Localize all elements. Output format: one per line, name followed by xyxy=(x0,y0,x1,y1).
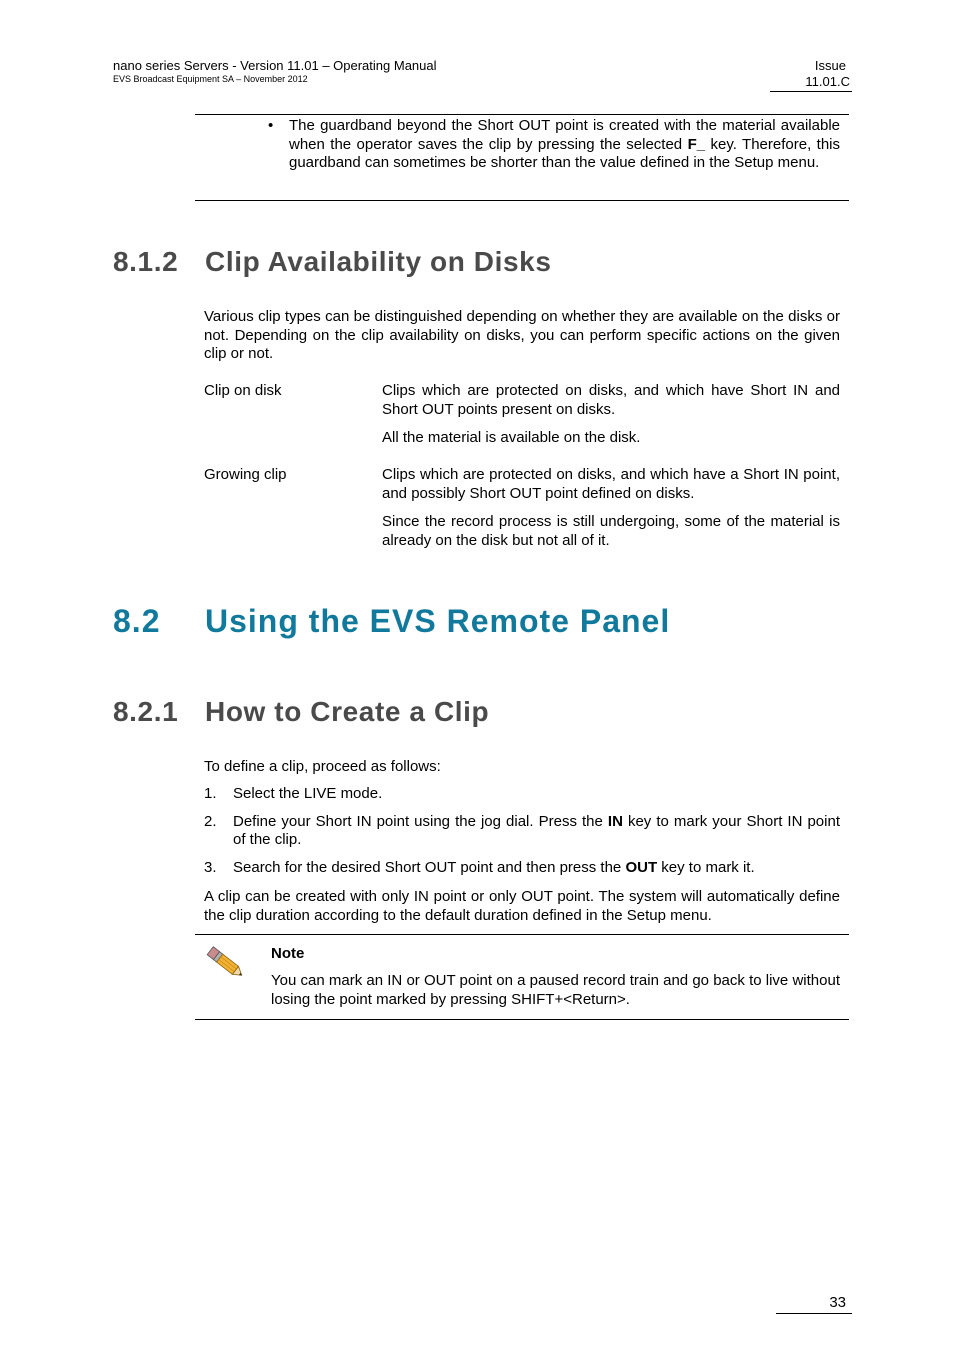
def-growing-clip-1: Clips which are protected on disks, and which have a Short IN point, and possibly Short OUT point defined on disks. xyxy=(382,466,840,502)
list-item: 1. Select the LIVE mode. xyxy=(204,785,383,802)
def-clip-on-disk-1: Clips which are protected on disks, and which have Short IN and Short OUT points present on disks. xyxy=(382,382,840,418)
section-821-heading xyxy=(113,696,489,728)
section-82-title: Using the EVS Remote Panel xyxy=(205,603,671,639)
in-key-label: IN xyxy=(607,812,623,830)
section-821-title: How to Create a Clip xyxy=(205,696,490,727)
header-title: nano series Servers - Version 11.01 – Operating Manual xyxy=(113,58,437,73)
note-bottom-rule xyxy=(195,1019,849,1020)
note-title: Note xyxy=(271,945,305,962)
section-812-number: 8.1.2 xyxy=(113,246,179,277)
page-number: 33 xyxy=(829,1294,846,1311)
bullet-text: The guardband beyond the Short OUT point is created with the material available when the operator saves the clip by pressing the selected F_ key. Therefore, this guardband can sometimes be shorter than the value defined in the Setup menu. xyxy=(289,117,840,171)
def-growing-clip-2: Since the record process is still undergoing, some of the material is already on the disk but not all of it. xyxy=(382,513,840,549)
header-divider xyxy=(770,91,852,92)
section-82-number: 8.2 xyxy=(113,603,161,639)
f-key-label: F_ xyxy=(687,135,706,153)
def-clip-on-disk-2: All the material is available on the disk. xyxy=(382,429,641,446)
note-text: You can mark an IN or OUT point on a paused record train and go back to live without losing the point marked by pressing SHIFT+<Return>. xyxy=(271,972,840,1008)
list-item: 3. Search for the desired Short OUT point and then press the OUT key to mark it. xyxy=(204,858,755,876)
steps-list xyxy=(204,785,840,886)
term-clip-on-disk: Clip on disk xyxy=(204,382,282,399)
bullet-symbol: • xyxy=(268,117,274,134)
section-821-intro: To define a clip, proceed as follows: xyxy=(204,758,441,775)
note-top-rule xyxy=(195,934,849,935)
term-growing-clip: Growing clip xyxy=(204,466,287,483)
section-82-heading xyxy=(113,603,670,640)
section-821-number: 8.2.1 xyxy=(113,696,179,727)
section-812-title: Clip Availability on Disks xyxy=(205,246,552,277)
section-812-heading xyxy=(113,246,552,278)
bullet-block-bottom-rule xyxy=(195,200,849,201)
list-item: 2. Define your Short IN point using the jog dial. Press the IN key to mark your Short IN point of the clip. xyxy=(204,812,840,848)
out-key-label: OUT xyxy=(625,858,658,876)
section-812-intro: Various clip types can be distinguished depending on whether they are available on the disks or not. Depending on the clip availability on disks, you can perform specific actions on the given clip or not. xyxy=(204,308,840,362)
footer-divider xyxy=(776,1313,852,1314)
header-subtitle: EVS Broadcast Equipment SA – November 2012 xyxy=(113,74,308,84)
header-issue-number: 11.01.C xyxy=(805,74,850,89)
header-issue-label: Issue xyxy=(814,58,846,73)
guardband-bullet xyxy=(268,117,840,173)
bullet-block-top-rule xyxy=(195,114,849,115)
section-821-closing: A clip can be created with only IN point or only OUT point. The system will automatically define the clip duration according to the default duration defined in the Setup menu. xyxy=(204,888,840,924)
pencil-icon xyxy=(204,942,248,984)
